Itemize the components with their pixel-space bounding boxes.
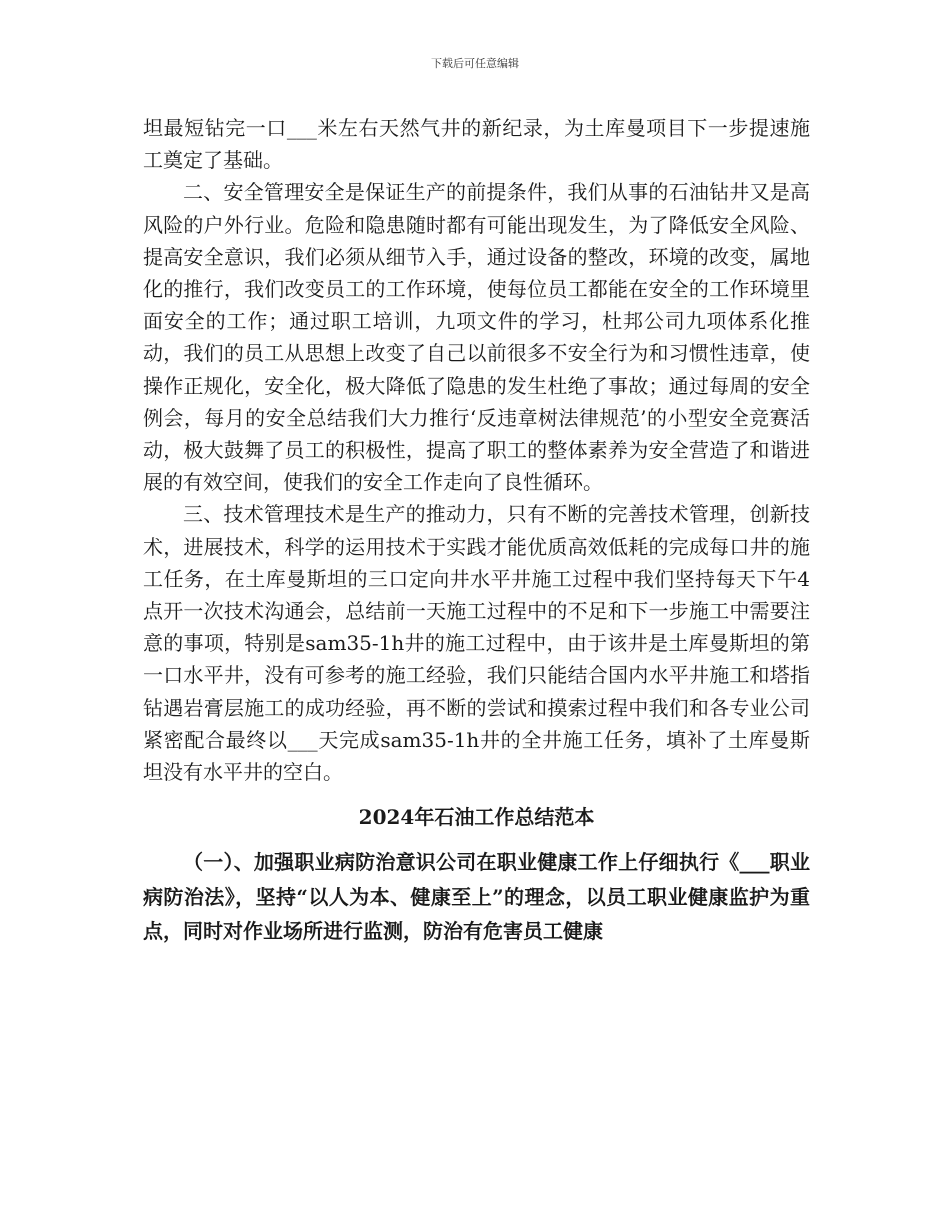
paragraph-occupational-health: （一）、加强职业病防治意识公司在职业健康工作上仔细执行《___职业病防治法》，坚持“以人为本、健康至上”的理念，以员工职业健康监护为重点，同时对作业场所进行监测，防治有危害员工健康 bbox=[143, 850, 810, 944]
paragraph-safety-management: 二、安全管理安全是保证生产的前提条件，我们从事的石油钻井又是高风险的户外行业。危险和隐患随时都有可能出现发生，为了降低安全风险、提高安全意识，我们必须从细节入手，通过设备的整改，环境的改变，属地化的推行，我们改变员工的工作环境，使每位员工都能在安全的工作环境里面安全的工作；通过职工培训，九项文件的学习，杜邦公司九项体系化推动，我们的员工从思想上改变了自己以前很多不安全行为和习惯性违章，使操作正规化，安全化，极大降低了隐患的发生杜绝了事故；通过每周的安全例会，每月的安全总结我们大力推行‘反违章树法律规范’的小型安全竞赛活动，极大鼓舞了员工的积极性，提高了职工的整体素养为安全营造了和谐进展的有效空间，使我们的安全工作走向了良性循环。 bbox=[143, 180, 810, 495]
paragraph-continuation: 坦最短钻完一口___米左右天然气井的新纪录，为土库曼项目下一步提速施工奠定了基础。 bbox=[143, 116, 810, 173]
page-header-note: 下载后可任意编辑 bbox=[431, 57, 519, 70]
section-title: 2024年石油工作总结范本 bbox=[358, 805, 595, 830]
document-body bbox=[143, 112, 810, 949]
paragraph-technical-management: 三、技术管理技术是生产的推动力，只有不断的完善技术管理，创新技术，进展技术，科学的运用技术于实践才能优质高效低耗的完成每口井的施工任务，在土库曼斯坦的三口定向井水平井施工过程中我们坚持每天下午4点开一次技术沟通会，总结前一天施工过程中的不足和下一步施工中需要注意的事项，特别是sam35-1h井的施工过程中，由于该井是土库曼斯坦的第一口水平井，没有可参考的施工经验，我们只能结合国内水平井施工和塔指钻遇岩膏层施工的成功经验，再不断的尝试和摸索过程中我们和各专业公司紧密配合最终以___天完成sam35-1h井的全井施工任务，填补了土库曼斯坦没有水平井的空白。 bbox=[143, 502, 810, 785]
